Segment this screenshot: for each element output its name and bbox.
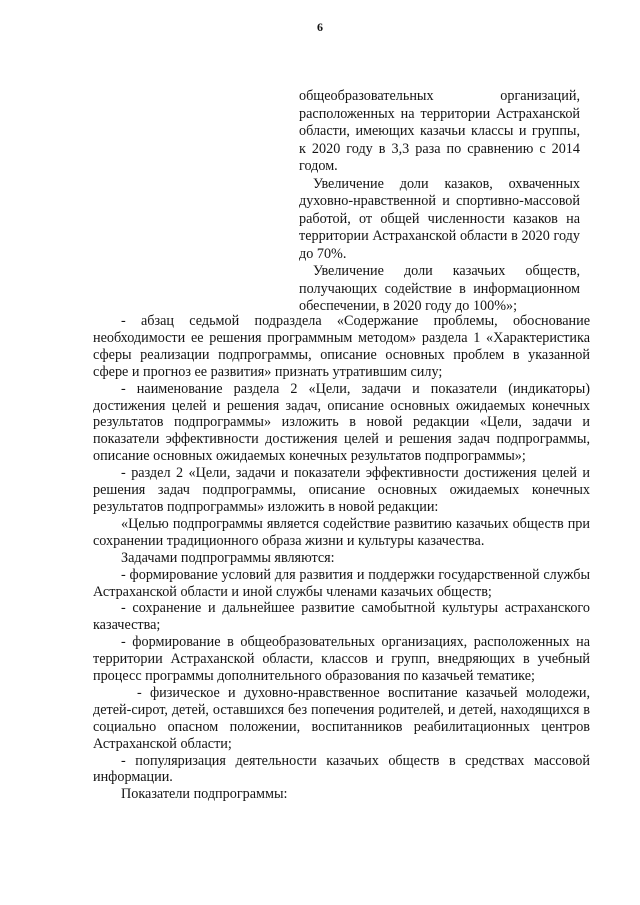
paragraph: - популяризация деятельности казачьих обществ в средствах массовой информации. [93,752,590,786]
paragraph: - сохранение и дальнейшее развитие самобытной культуры астраханского казачества; [93,600,590,634]
paragraph: «Целью подпрограммы является содействие развитию казачьих обществ при сохранении традиционного образа жизни и культуры казачества. [93,515,590,549]
continuation-column [299,88,580,316]
document-body [93,313,590,803]
paragraph: - абзац седьмой подраздела «Содержание проблемы, обоснование необходимости ее решения программным методом» раздела 1 «Характеристика сферы реализации подпрограммы, описание основных проблем в указанной сфере и прогноз ее развития» признать утратившим силу; [93,313,590,380]
paragraph: Показатели подпрограммы: [121,786,288,803]
indicator-text-3: Увеличение доли казачьих обществ, получающих содействие в информационном обеспечении, в 2020 году до 100%»; [299,263,580,314]
indicator-text-1: общеобразовательных организаций, расположенных на территории Астраханской области, имеющих казачьи классы и группы, к 2020 году в 3,3 раза по сравнению с 2014 годом. [299,88,580,174]
paragraph: Задачами подпрограммы являются: [121,549,335,566]
paragraph: - формирование условий для развития и поддержки государственной службы Астраханской области и иной службы членами казачьих обществ; [93,566,590,600]
paragraph: - формирование в общеобразовательных организациях, расположенных на территории Астраханской области, классов и групп, внедряющих в учебный процесс программы дополнительного образования по казачьей тематике; [93,634,590,685]
paragraph: - раздел 2 «Цели, задачи и показатели эффективности достижения целей и решения задач подпрограммы, описание основных ожидаемых конечных результатов подпрограммы» изложить в новой редакции: [93,465,590,515]
paragraph: - наименование раздела 2 «Цели, задачи и показатели (индикаторы) достижения целей и решения задач, описание основных ожидаемых конечных результатов подпрограммы» изложить в новой редакции «Цели, задачи и показатели эффективности достижения целей и решения задач подпрограммы, описание основных ожидаемых конечных результатов подпрограммы»; [93,380,590,465]
paragraph: - физическое и духовно-нравственное воспитание казачьей молодежи, детей-сирот, детей, оставшихся без попечения родителей, и детей, находящихся в социально опасном положении, воспитанников реабилитационных центров Астраханской области; [93,684,590,752]
indicator-text-2: Увеличение доли казаков, охваченных духовно-нравственной и спортивно-массовой работой, от общей численности казаков на территории Астраханской области в 2020 году до 70%. [299,175,580,262]
page-number: 6 [317,20,323,34]
